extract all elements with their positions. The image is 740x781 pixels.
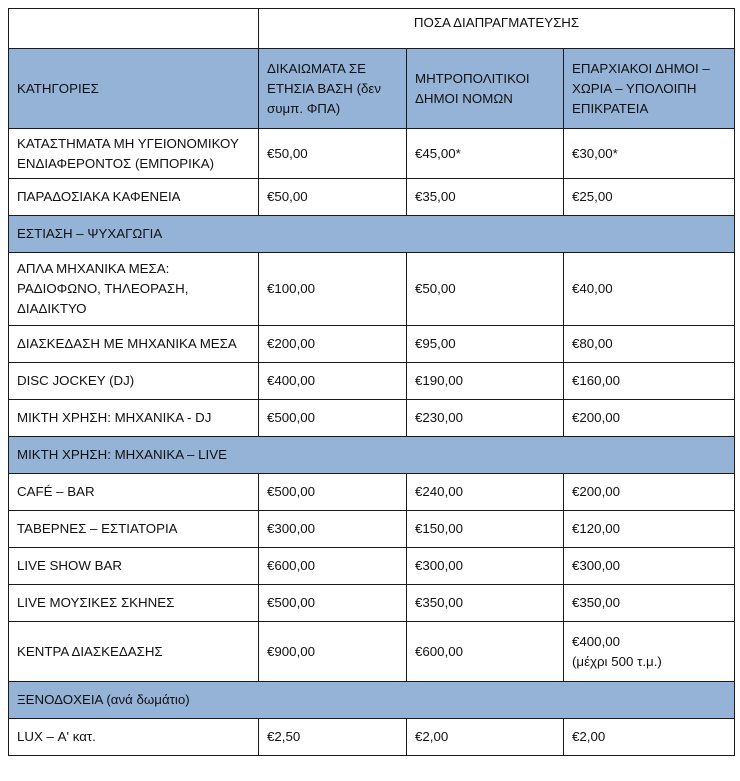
category-cell: LUX – Α' κατ. xyxy=(9,719,259,756)
metropolitan-fee-cell: €300,00 xyxy=(407,548,564,585)
metropolitan-fee-cell: €45,00* xyxy=(407,129,564,179)
table-row xyxy=(9,719,735,756)
header-empty-cell xyxy=(9,9,259,49)
category-cell: ΔΙΑΣΚΕΔΑΣΗ ΜΕ ΜΗΧΑΝΙΚΑ ΜΕΣΑ xyxy=(9,326,259,363)
table-row xyxy=(9,253,735,326)
category-cell: ΚΑΤΑΣΤΗΜΑΤΑ ΜΗ ΥΓΕΙΟΝΟΜΙΚΟΥ ΕΝΔΙΑΦΕΡΟΝΤΟΣ (ΕΜΠΟΡΙΚΑ) xyxy=(9,129,259,179)
metropolitan-fee-cell: €50,00 xyxy=(407,253,564,326)
annual-fee-cell: €900,00 xyxy=(259,622,407,682)
table-row xyxy=(9,326,735,363)
annual-fee-cell: €500,00 xyxy=(259,585,407,622)
annual-fee-cell: €500,00 xyxy=(259,474,407,511)
table-row xyxy=(9,179,735,216)
annual-fee-cell: €50,00 xyxy=(259,179,407,216)
provincial-fee-cell: €200,00 xyxy=(564,400,735,437)
metropolitan-fee-cell: €150,00 xyxy=(407,511,564,548)
category-cell: DISC JOCKEY (DJ) xyxy=(9,363,259,400)
header-row-columns xyxy=(9,49,735,129)
annual-fee-cell: €600,00 xyxy=(259,548,407,585)
table-row xyxy=(9,400,735,437)
category-cell: LIVE SHOW BAR xyxy=(9,548,259,585)
provincial-fee-cell: €120,00 xyxy=(564,511,735,548)
annual-fee-cell: €200,00 xyxy=(259,326,407,363)
section-row xyxy=(9,437,735,474)
provincial-fee-cell: €200,00 xyxy=(564,474,735,511)
metropolitan-fee-cell: €230,00 xyxy=(407,400,564,437)
annual-fee-cell: €50,00 xyxy=(259,129,407,179)
section-label: ΞΕΝΟΔΟΧΕΙΑ (ανά δωμάτιο) xyxy=(9,682,735,719)
table-row xyxy=(9,511,735,548)
section-label: ΜΙΚΤΗ ΧΡΗΣΗ: ΜΗΧΑΝΙΚΑ – LIVE xyxy=(9,437,735,474)
provincial-fee-cell: €80,00 xyxy=(564,326,735,363)
header-row-top xyxy=(9,9,735,49)
section-row xyxy=(9,682,735,719)
annual-fee-cell: €400,00 xyxy=(259,363,407,400)
provincial-header: ΕΠΑΡΧΙΑΚΟΙ ΔΗΜΟΙ – ΧΩΡΙΑ – ΥΠΟΛΟΙΠΗ ΕΠΙΚΡΑΤΕΙΑ xyxy=(564,49,735,129)
metropolitan-fee-cell: €190,00 xyxy=(407,363,564,400)
provincial-fee-note: (μέχρι 500 τ.μ.) xyxy=(572,653,662,669)
section-row xyxy=(9,216,735,253)
annual-rights-header: ΔΙΚΑΙΩΜΑΤΑ ΣΕ ΕΤΗΣΙΑ ΒΑΣΗ (δεν συμπ. ΦΠΑ) xyxy=(259,49,407,129)
metropolitan-fee-cell: €240,00 xyxy=(407,474,564,511)
category-cell: ΑΠΛΑ ΜΗΧΑΝΙΚΑ ΜΕΣΑ: ΡΑΔΙΟΦΩΝΟ, ΤΗΛΕΟΡΑΣΗ, ΔΙΑΔΙΚΤΥΟ xyxy=(9,253,259,326)
table-row xyxy=(9,363,735,400)
annual-fee-cell: €100,00 xyxy=(259,253,407,326)
table-row xyxy=(9,129,735,179)
annual-fee-cell: €2,50 xyxy=(259,719,407,756)
table-row xyxy=(9,585,735,622)
metropolitan-fee-cell: €600,00 xyxy=(407,622,564,682)
category-cell: ΚΕΝΤΡΑ ΔΙΑΣΚΕΔΑΣΗΣ xyxy=(9,622,259,682)
provincial-fee-cell: €2,00 xyxy=(564,719,735,756)
metropolitan-header: ΜΗΤΡΟΠΟΛΙΤΙΚΟΙ ΔΗΜΟΙ ΝΟΜΩΝ xyxy=(407,49,564,129)
metropolitan-fee-cell: €350,00 xyxy=(407,585,564,622)
category-cell: CAFÉ – BAR xyxy=(9,474,259,511)
fee-table xyxy=(8,8,735,756)
annual-fee-cell: €500,00 xyxy=(259,400,407,437)
table-row xyxy=(9,622,735,682)
provincial-fee-cell xyxy=(564,622,735,682)
table-row xyxy=(9,548,735,585)
section-label: ΕΣΤΙΑΣΗ – ΨΥΧΑΓΩΓΙΑ xyxy=(9,216,735,253)
negotiation-header: ΠΟΣΑ ΔΙΑΠΡΑΓΜΑΤΕΥΣΗΣ xyxy=(259,9,735,49)
provincial-fee-cell: €300,00 xyxy=(564,548,735,585)
annual-fee-cell: €300,00 xyxy=(259,511,407,548)
provincial-fee-value: €400,00 xyxy=(572,633,621,649)
category-cell: LIVE ΜΟΥΣΙΚΕΣ ΣΚΗΝΕΣ xyxy=(9,585,259,622)
table-body xyxy=(9,129,735,756)
metropolitan-fee-cell: €2,00 xyxy=(407,719,564,756)
provincial-fee-cell: €30,00* xyxy=(564,129,735,179)
category-cell: ΤΑΒΕΡΝΕΣ – ΕΣΤΙΑΤΟΡΙΑ xyxy=(9,511,259,548)
metropolitan-fee-cell: €35,00 xyxy=(407,179,564,216)
provincial-fee-cell: €160,00 xyxy=(564,363,735,400)
metropolitan-fee-cell: €95,00 xyxy=(407,326,564,363)
table-row xyxy=(9,474,735,511)
categories-header: ΚΑΤΗΓΟΡΙΕΣ xyxy=(9,49,259,129)
category-cell: ΜΙΚΤΗ ΧΡΗΣΗ: ΜΗΧΑΝΙΚΑ - DJ xyxy=(9,400,259,437)
provincial-fee-cell: €25,00 xyxy=(564,179,735,216)
provincial-fee-cell: €350,00 xyxy=(564,585,735,622)
provincial-fee-cell: €40,00 xyxy=(564,253,735,326)
category-cell: ΠΑΡΑΔΟΣΙΑΚΑ ΚΑΦΕΝΕΙΑ xyxy=(9,179,259,216)
